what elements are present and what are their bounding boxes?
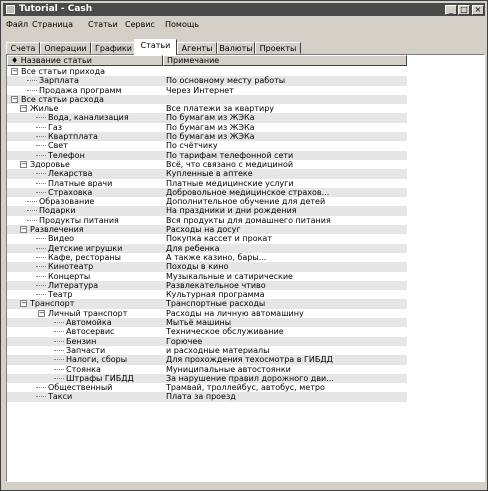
article-note: Добровольное медицинское страхов...: [166, 187, 330, 197]
collapse-toggle-icon[interactable]: −: [21, 159, 27, 168]
article-name-cell: [7, 299, 163, 308]
column-header-name-label: Название статьи: [20, 56, 92, 65]
article-note: Трамвай, троллейбус, автобус, метро: [166, 383, 325, 393]
tree-row[interactable]: [7, 76, 407, 85]
article-note: Купленные в аптеке: [166, 169, 253, 179]
close-button[interactable]: ×: [472, 5, 484, 15]
app-icon: [6, 5, 15, 14]
tree-row[interactable]: [7, 95, 407, 104]
tab-agents[interactable]: Агенты: [177, 42, 217, 54]
article-name: Такси: [48, 392, 73, 402]
tree-connector-line: [27, 90, 37, 91]
article-name: Свет: [48, 141, 68, 151]
sort-indicator-icon: ♦: [11, 56, 19, 65]
article-name: Телефон: [48, 150, 85, 160]
article-name: Все статьи прихода: [21, 67, 105, 76]
tab-accounts[interactable]: Счета: [6, 42, 40, 54]
article-name-cell: [7, 374, 163, 383]
tree-row[interactable]: [7, 206, 407, 215]
article-name-cell: [7, 337, 163, 346]
tree-connector-line: [36, 238, 46, 239]
tree-row[interactable]: [7, 244, 407, 253]
tree-row[interactable]: [7, 225, 407, 234]
tree-row[interactable]: [7, 216, 407, 225]
tab-charts[interactable]: Графики: [91, 42, 136, 54]
article-name-cell: [7, 123, 163, 132]
article-name: Вода, канализация: [48, 113, 129, 123]
article-name: Образование: [39, 197, 95, 207]
article-note: Походы в кино: [166, 262, 229, 272]
article-note: Для прохождения техосмотра в ГИБДД: [166, 355, 333, 365]
article-name-cell: [7, 104, 163, 113]
menu-articles[interactable]: Статьи: [88, 20, 118, 29]
tree-row[interactable]: [7, 179, 407, 188]
window-title: Tutorial - Cash: [19, 4, 93, 14]
article-name: Подарки: [39, 206, 76, 216]
tree-connector-line: [36, 145, 46, 146]
article-name: Стоянка: [66, 364, 101, 374]
article-note: Горючее: [166, 336, 203, 346]
article-name-cell: [7, 160, 163, 169]
menu-help[interactable]: Помощь: [165, 20, 200, 29]
tree-connector-line: [36, 192, 46, 193]
tree-connector-line: [36, 117, 46, 118]
article-name-cell: [7, 327, 163, 336]
tree-row[interactable]: [7, 272, 407, 281]
article-name: Продукты питания: [39, 215, 119, 225]
article-name: Лекарства: [48, 169, 93, 179]
article-note: За нарушение правил дорожного дви...: [166, 373, 334, 383]
tree-row[interactable]: [7, 113, 407, 122]
article-note: По счётчику: [166, 141, 218, 151]
article-name: Кафе, рестораны: [48, 252, 121, 262]
article-note: Дополнительное обучение для детей: [166, 197, 326, 207]
article-name-cell: [7, 86, 163, 95]
article-note: По тарифам телефонной сети: [166, 150, 294, 160]
article-note: Транспортные расходы: [166, 299, 266, 309]
tree-row[interactable]: [7, 383, 407, 392]
tree-row[interactable]: [7, 355, 407, 364]
tree-connector-line: [36, 294, 46, 295]
table-header: [7, 55, 407, 67]
article-name: Детские игрушки: [48, 243, 123, 253]
article-name: Автосервис: [66, 327, 115, 337]
tree-row[interactable]: [7, 234, 407, 243]
tree-row[interactable]: [7, 281, 407, 290]
article-note: А также казино, бары...: [166, 252, 267, 262]
article-note: Расходы на личную автомашину: [166, 308, 304, 318]
tree-row[interactable]: [7, 141, 407, 150]
article-name-cell: [7, 151, 163, 160]
tab-projects[interactable]: Проекты: [255, 42, 301, 54]
article-note: По бумагам из ЖЭКа: [166, 122, 255, 132]
article-name-cell: [7, 95, 163, 104]
article-note: Музыкальные и сатирические: [166, 271, 293, 281]
article-name-cell: [7, 132, 163, 141]
article-name-cell: [7, 113, 163, 122]
tree-connector-line: [27, 201, 37, 202]
article-note: [166, 95, 406, 104]
article-name: Запчасти: [66, 345, 106, 355]
tree-connector-line: [54, 359, 64, 360]
article-name: Кинотеатр: [48, 262, 94, 272]
article-name: Зарплата: [39, 76, 79, 86]
article-name-cell: [7, 355, 163, 364]
article-name-cell: [7, 318, 163, 327]
tree-connector-line: [36, 136, 46, 137]
article-note: Вся продукты для домашнего питания: [166, 215, 331, 225]
article-name-cell: [7, 309, 163, 318]
tree-connector-line: [36, 248, 46, 249]
column-header-note[interactable]: Примечание: [163, 55, 407, 66]
tree-row[interactable]: [7, 151, 407, 160]
article-note: [166, 67, 406, 76]
tree-row[interactable]: [7, 299, 407, 308]
article-name: Общественный: [48, 383, 113, 393]
tree-row[interactable]: [7, 160, 407, 169]
maximize-button[interactable]: □: [458, 5, 470, 15]
tree-connector-line: [36, 183, 46, 184]
article-note: Покупка кассет и прокат: [166, 234, 272, 244]
tree-row[interactable]: [7, 374, 407, 383]
title-bar[interactable]: [3, 3, 485, 16]
article-name: Продажа программ: [39, 85, 122, 95]
article-name-cell: [7, 272, 163, 281]
article-name: Личный транспорт: [48, 308, 128, 318]
article-name-cell: [7, 141, 163, 150]
tree-connector-line: [54, 331, 64, 332]
tree-row[interactable]: [7, 392, 407, 401]
column-header-name[interactable]: [7, 55, 163, 66]
tree-row[interactable]: [7, 327, 407, 336]
article-name-cell: [7, 262, 163, 271]
article-name: Концерты: [48, 271, 91, 281]
tree-connector-line: [36, 127, 46, 128]
article-note: Всё, что связано с медициной: [166, 159, 294, 169]
tree-row[interactable]: [7, 253, 407, 262]
minimize-button[interactable]: _: [445, 5, 457, 15]
tree-connector-line: [54, 378, 64, 379]
tree-row[interactable]: [7, 67, 407, 76]
article-note: По основному месту работы: [166, 76, 286, 86]
article-name: Налоги, сборы: [66, 355, 128, 365]
tree-row[interactable]: [7, 346, 407, 355]
article-note: Развлекательное чтиво: [166, 280, 266, 290]
article-note: Мытьё машины: [166, 318, 232, 328]
menu-bar: [3, 18, 485, 32]
article-note: Все платежи за квартиру: [166, 104, 275, 114]
article-name-cell: [7, 383, 163, 392]
article-name: Бензин: [66, 336, 97, 346]
tab-currencies[interactable]: Валюты: [217, 42, 255, 54]
article-name: Платные врачи: [48, 178, 113, 188]
article-note: Для ребенка: [166, 243, 220, 253]
tree-row[interactable]: [7, 262, 407, 271]
tree-row[interactable]: [7, 132, 407, 141]
collapse-toggle-icon[interactable]: −: [39, 308, 45, 317]
article-name-cell: [7, 290, 163, 299]
tree-connector-line: [27, 80, 37, 81]
tab-operations[interactable]: Операции: [40, 42, 91, 54]
tab-articles[interactable]: Статьи: [134, 39, 177, 55]
tree-row[interactable]: [7, 290, 407, 299]
tree-connector-line: [54, 322, 64, 323]
tree-connector-line: [36, 155, 46, 156]
tree-connector-line: [36, 387, 46, 388]
tree-row[interactable]: [7, 309, 407, 318]
tree-connector-line: [36, 276, 46, 277]
article-name-cell: [7, 253, 163, 262]
article-name: Страховка: [48, 187, 93, 197]
tree-connector-line: [36, 285, 46, 286]
tree-connector-line: [54, 341, 64, 342]
collapse-toggle-icon[interactable]: −: [21, 104, 27, 113]
tree-row[interactable]: [7, 188, 407, 197]
tree-row[interactable]: [7, 318, 407, 327]
article-name-cell: [7, 281, 163, 290]
article-name-cell: [7, 76, 163, 85]
collapse-toggle-icon[interactable]: −: [21, 299, 27, 308]
tree-connector-line: [27, 220, 37, 221]
collapse-toggle-icon[interactable]: −: [12, 67, 18, 75]
article-name: Квартплата: [48, 132, 98, 142]
article-name: Здоровье: [30, 159, 70, 169]
tree-row[interactable]: [7, 365, 407, 374]
article-name-cell: [7, 216, 163, 225]
article-note: По бумагам из ЖЭКа: [166, 132, 255, 142]
article-name: Транспорт: [30, 299, 75, 309]
tree-connector-line: [36, 173, 46, 174]
tree-connector-line: [36, 266, 46, 267]
article-note: Через Интернет: [166, 85, 234, 95]
article-name-cell: [7, 244, 163, 253]
menu-file[interactable]: Файл: [6, 20, 29, 29]
article-name-cell: [7, 225, 163, 234]
article-name: Литература: [48, 280, 99, 290]
article-note: Муниципальные автостоянки: [166, 364, 291, 374]
article-name: Развлечения: [30, 225, 84, 235]
article-note: и расходные материалы: [166, 345, 270, 355]
tree-row[interactable]: [7, 123, 407, 132]
article-name-cell: [7, 392, 163, 401]
article-note: Плата за проезд: [166, 392, 236, 402]
collapse-toggle-icon[interactable]: −: [12, 94, 18, 103]
article-name-cell: [7, 197, 163, 206]
article-name: Театр: [48, 290, 73, 300]
collapse-toggle-icon[interactable]: −: [21, 225, 27, 234]
article-name-cell: [7, 365, 163, 374]
menu-page[interactable]: Страница: [32, 20, 74, 29]
article-note: Техническое обслуживание: [166, 327, 284, 337]
tree-connector-line: [54, 369, 64, 370]
articles-panel: [6, 54, 485, 482]
article-note: По бумагам из ЖЭКа: [166, 113, 255, 123]
tree-connector-line: [36, 396, 46, 397]
article-note: Платные медицинские услуги: [166, 178, 294, 188]
article-name: Видео: [48, 234, 75, 244]
tree-row[interactable]: [7, 104, 407, 113]
tree-row[interactable]: [7, 169, 407, 178]
articles-tree: [7, 67, 407, 402]
article-name-cell: [7, 188, 163, 197]
article-name-cell: [7, 67, 163, 76]
tree-row[interactable]: [7, 197, 407, 206]
tree-connector-line: [54, 350, 64, 351]
article-note: На праздники и дни рождения: [166, 206, 297, 216]
article-name-cell: [7, 346, 163, 355]
article-name: Газ: [48, 122, 63, 132]
menu-service[interactable]: Сервис: [125, 20, 155, 29]
article-name-cell: [7, 169, 163, 178]
article-name-cell: [7, 179, 163, 188]
article-name: Все статьи расхода: [21, 94, 104, 104]
article-name: Жилье: [30, 104, 59, 114]
tree-row[interactable]: [7, 86, 407, 95]
article-name-cell: [7, 206, 163, 215]
article-name: Штрафы ГИБДД: [66, 373, 134, 383]
article-name: Автомойка: [66, 318, 112, 328]
article-note: Расходы на досуг: [166, 225, 241, 235]
article-note: Культурная программа: [166, 290, 265, 300]
tree-connector-line: [27, 210, 37, 211]
tree-row[interactable]: [7, 337, 407, 346]
tree-connector-line: [36, 257, 46, 258]
article-name-cell: [7, 234, 163, 243]
